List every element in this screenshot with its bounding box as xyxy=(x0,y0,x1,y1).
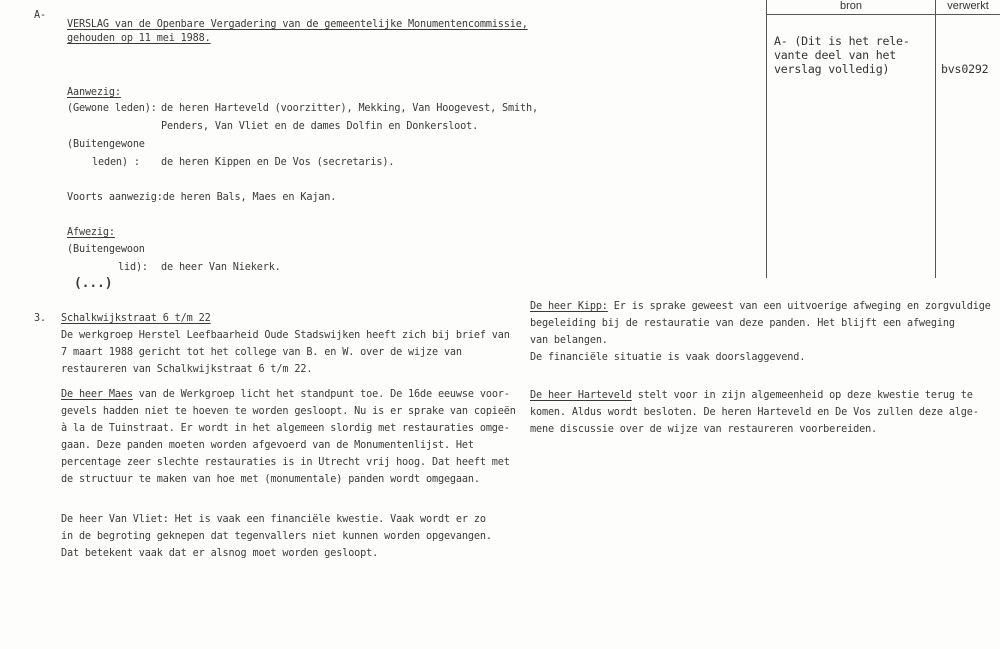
maes-line-4: gaan. Deze panden moeten worden afgevoerd van de Monumentenlijst. Het xyxy=(61,440,474,451)
present-heading: Aanwezig: xyxy=(67,87,121,98)
harteveld-first-rest: stelt voor in zijn algemeenheid op deze kwestie terug te xyxy=(631,390,973,401)
maes-line-5: percentage zeer slechte restauraties is in Utrecht vrij hoog. Dat heeft met xyxy=(61,457,510,468)
maes-line-6: de structuur te maken van hoe met (monumentale) panden wordt omgegaan. xyxy=(61,474,480,485)
intro-line-3: restaureren van Schalkwijkstraat 6 t/m 22. xyxy=(61,364,313,375)
header-verwerkt: verwerkt xyxy=(947,0,989,12)
vanvliet-line-3: Dat betekent vaak dat er alsnog moet worden gesloopt. xyxy=(61,548,379,559)
absent-label-2: lid): xyxy=(118,262,148,273)
absent-label-1: (Buitengewoon xyxy=(67,244,145,255)
source-code: bvs0292 xyxy=(941,62,989,76)
also-present: Voorts aanwezig:de heren Bals, Maes en Kajan. xyxy=(67,192,337,203)
box-left-border xyxy=(766,0,767,278)
box-header-divider xyxy=(766,14,1000,15)
box-middle-border xyxy=(935,0,936,278)
document-title-line1: VERSLAG van de Openbare Vergadering van de gemeentelijke Monumentencommissie, xyxy=(67,19,528,30)
source-note-line3: verslag volledig) xyxy=(774,62,890,76)
speaker-kipp: De heer Kipp: xyxy=(530,301,608,312)
extra-members-names: de heren Kippen en De Vos (secretaris). xyxy=(161,157,395,168)
maes-line-2: gevels hadden niet te hoeven te worden gesloopt. Nu is er sprake van copieën xyxy=(61,406,516,417)
regular-members-line2: Penders, Van Vliet en de dames Dolfin en Donkersloot. xyxy=(161,121,479,132)
item-heading: Schalkwijkstraat 6 t/m 22 xyxy=(61,313,211,324)
document-title-line2: gehouden op 11 mei 1988. xyxy=(67,33,211,44)
maes-first-rest: van de Werkgroep licht het standpunt toe. De 16de eeuwse voor- xyxy=(132,389,510,400)
item-number: 3. xyxy=(34,313,46,324)
regular-members-label: (Gewone leden): xyxy=(67,103,157,114)
speaker-harteveld: De heer Harteveld xyxy=(530,390,632,401)
vanvliet-line-1: De heer Van Vliet: Het is vaak een financiële kwestie. Vaak wordt er zo xyxy=(61,514,486,525)
absent-names: de heer Van Niekerk. xyxy=(161,262,281,273)
maes-line-1 xyxy=(61,389,510,401)
absent-heading: Afwezig: xyxy=(67,227,115,238)
source-note-line2: vante deel van het xyxy=(774,48,897,62)
extra-members-label-1: (Buitengewone xyxy=(67,139,145,150)
header-bron: bron xyxy=(839,0,863,12)
source-note-line1: A- (Dit is het rele- xyxy=(774,34,910,48)
intro-line-1: De werkgroep Herstel Leefbaarheid Oude Stadswijken heeft zich bij brief van xyxy=(61,330,510,341)
intro-line-2: 7 maart 1988 gericht tot het college van B. en W. over de wijze van xyxy=(61,347,462,358)
maes-line-3: à la de Tuinstraat. Er wordt in het algemeen slordig met restauraties omge- xyxy=(61,423,510,434)
kipp-line-4: De financiële situatie is vaak doorslaggevend. xyxy=(530,352,806,363)
kipp-first-rest: Er is sprake geweest van een uitvoerige afweging en zorgvuldige xyxy=(607,301,991,312)
harteveld-line-2: komen. Aldus wordt besloten. De heren Harteveld en De Vos zullen deze alge- xyxy=(530,407,979,418)
marker-a: A- xyxy=(34,10,46,21)
harteveld-line-1 xyxy=(530,390,973,402)
extra-members-label-2: leden) : xyxy=(92,157,140,168)
kipp-line-2: begeleiding bij de restauratie van deze panden. Het blijft een afweging xyxy=(530,318,955,329)
omission-ellipsis: (...) xyxy=(74,276,113,291)
vanvliet-line-2: in de begroting geknepen dat tegenvallers niet kunnen worden opgevangen. xyxy=(61,531,492,542)
kipp-line-3: van belangen. xyxy=(530,335,608,346)
kipp-line-1 xyxy=(530,301,991,313)
harteveld-line-3: mene discussie over de wijze van restaureren voorbereiden. xyxy=(530,424,878,435)
regular-members-line1: de heren Harteveld (voorzitter), Mekking, Van Hoogevest, Smith, xyxy=(161,103,538,114)
speaker-maes: De heer Maes xyxy=(61,389,133,400)
